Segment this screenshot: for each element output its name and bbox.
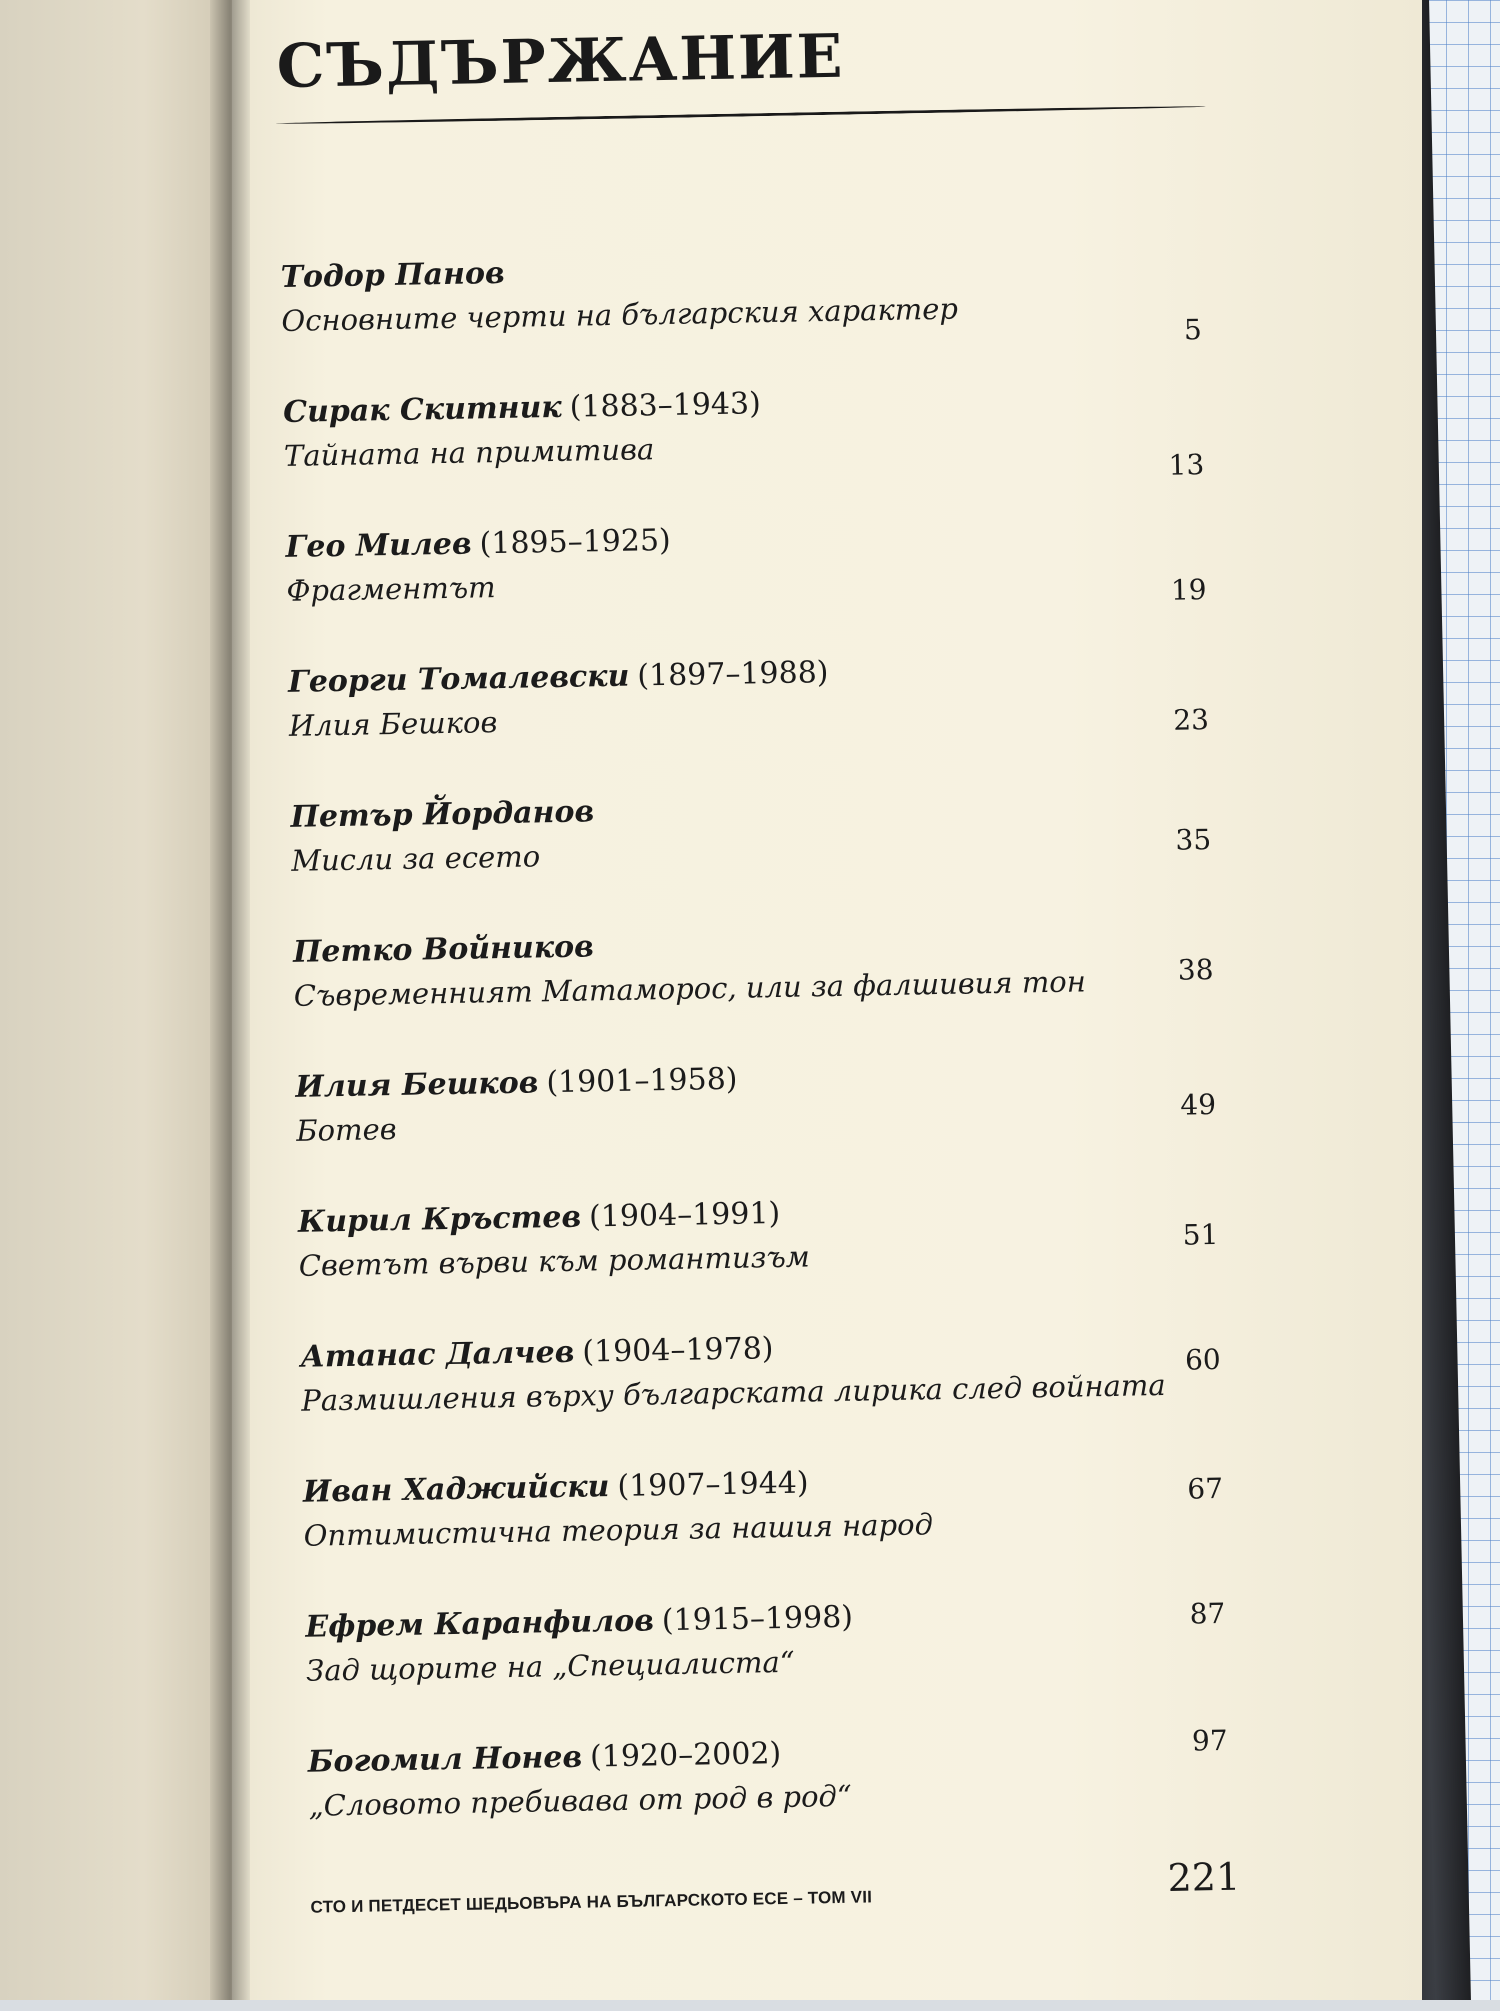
toc-entry[interactable] [288,648,1210,775]
author-name: Иван Хаджийски [302,1469,610,1510]
toc-entry[interactable] [280,243,1202,370]
author-line [285,523,671,565]
author-years: (1897–1988) [637,655,829,694]
author-name: Атанас Далчев [300,1334,575,1375]
page-number: 67 [1187,1471,1224,1506]
author-years: (1907–1944) [617,1465,809,1505]
author-name: Петко Войников [292,929,595,970]
page-number: 5 [1183,313,1203,347]
page-number: 87 [1189,1596,1226,1631]
author-years: (1895–1925) [479,522,672,562]
essay-title: Ботев [295,1112,397,1148]
page-number: 35 [1175,823,1212,857]
toc-entry[interactable] [285,513,1207,640]
author-name: Богомил Нонев [307,1739,583,1780]
page-number: 60 [1184,1342,1221,1377]
author-line [303,1466,809,1510]
author-line [295,1062,738,1105]
page-title: СЪДЪРЖАНИЕ [276,21,846,103]
essay-title: Светът върви към романтизъм [298,1239,811,1283]
author-name: Илия Бешков [295,1065,539,1105]
essay-title: Мисли за есето [291,839,541,878]
author-years: (1920–2002) [589,1736,782,1775]
author-line [308,1736,782,1780]
book-gutter-shadow [210,0,250,2000]
page-number: 23 [1172,703,1210,737]
page-number: 19 [1170,573,1207,607]
toc-entry[interactable] [290,783,1212,910]
page-number: 13 [1168,448,1205,482]
author-line [280,256,513,295]
toc-entry[interactable] [295,1053,1217,1180]
title-underline [276,105,1206,125]
book-page [232,0,1422,2000]
essay-title: Фрагментът [286,570,496,608]
essay-title: Тайната на примитива [283,432,655,473]
toc-entry[interactable] [307,1723,1230,1855]
toc-entry[interactable] [283,378,1205,505]
author-years: (1904–1991) [588,1195,781,1235]
author-name: Кирил Кръстев [297,1199,582,1240]
essay-title: Размишления върху българската лирика след войната [300,1367,1166,1418]
author-years: (1915–1998) [661,1599,854,1639]
author-name: Георги Томалевски [287,658,630,700]
author-years [512,256,513,291]
toc-entry[interactable] [305,1593,1227,1720]
author-name: Тодор Панов [280,255,505,295]
author-name: Гео Милев [285,526,472,565]
author-years: (1904–1978) [582,1331,774,1370]
essay-title: Илия Бешков [288,705,498,743]
essay-title: Основните черти на българския характер [281,291,959,338]
series-footer: СТО И ПЕТДЕСЕТ ШЕДЬОВЪРА НА БЪЛГАРСКОТО ЕСЕ – ТОМ VII [310,1887,873,1917]
author-years: (1901–1958) [546,1061,738,1101]
toc-entry[interactable] [300,1323,1222,1450]
author-line [298,1196,781,1240]
author-line [290,794,602,835]
author-years [601,929,602,964]
essay-title: „Словото пребивава от род в род“ [308,1778,853,1823]
author-line [300,1331,774,1375]
toc-entry[interactable] [298,1188,1220,1315]
essay-title: Зад щорите на „Специалиста“ [305,1644,795,1688]
essay-title: Оптимистична теория за нашия народ [303,1507,934,1553]
page-number: 49 [1180,1087,1217,1122]
author-line [288,655,829,700]
folio-page-number: 221 [1167,1854,1241,1900]
author-name: Ефрем Каранфилов [305,1603,655,1645]
essay-title: Съвременният Матаморос, или за фалшивия тон [293,964,1087,1013]
author-years: (1883–1943) [569,386,762,425]
page-number: 38 [1177,953,1214,987]
author-name: Сирак Скитник [282,389,562,430]
author-name: Петър Йорданов [290,794,595,835]
page-number: 51 [1182,1217,1219,1252]
author-years [602,794,603,829]
page-number: 97 [1191,1723,1228,1758]
toc-entry[interactable] [303,1458,1225,1585]
author-line [283,386,761,430]
toc-entry[interactable] [293,918,1215,1045]
author-line [293,929,602,970]
left-facing-page [0,0,240,2000]
author-line [305,1600,853,1645]
page-content [214,0,1440,2011]
